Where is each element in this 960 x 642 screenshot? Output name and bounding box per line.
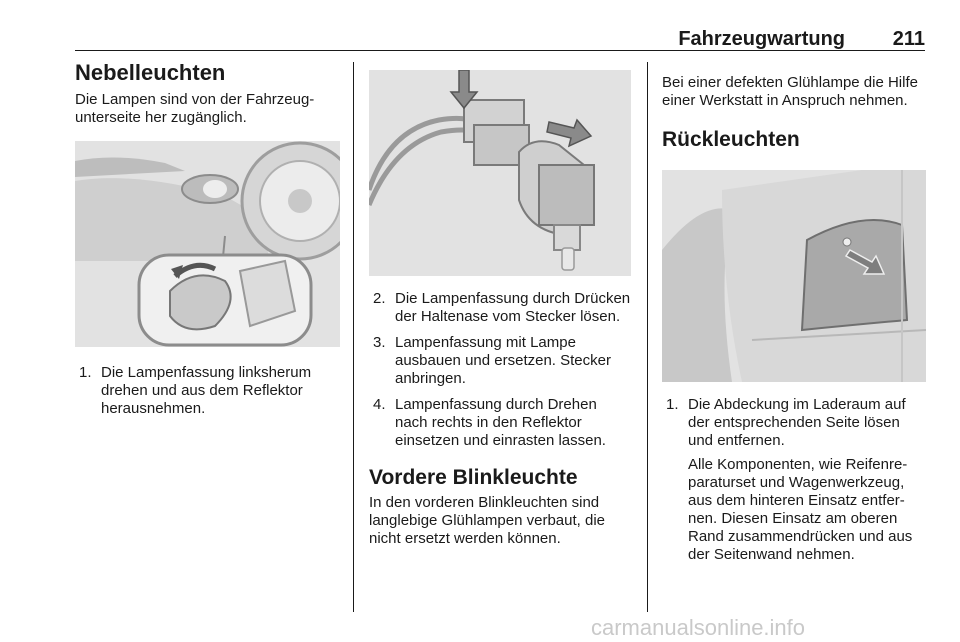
indicator-step-2: 2. Die Lampenfassung durch Drücken der Haltenase vom Stecker lösen. [373, 290, 631, 325]
column-front-indicator [369, 70, 631, 548]
page-number: 211 [892, 28, 925, 50]
figure-fog-light [75, 141, 340, 347]
rear-step-1-detail: Alle Komponenten, wie Reifenre-paraturset und Wagenwerkzeug, aus dem hinteren Einsatz entfer-nen. Diesen Einsatz am oberen Rand zusammendrücken und aus der Seitenwand nehmen. [688, 456, 913, 563]
fog-step-1: 1. Die Lampenfassung linksherum drehen und aus dem Reflektor herausnehmen. [79, 364, 312, 417]
page-header [75, 28, 925, 50]
heading-front-indicator: Vordere Blinkleuchte [369, 466, 578, 489]
figure-rear-cover [662, 170, 926, 382]
watermark: carmanualsonline.info [591, 615, 806, 640]
column-rear-lights [662, 74, 926, 572]
indicator-step-3: 3. Lampenfassung mit Lampe ausbauen und ersetzen. Stecker anbringen. [373, 334, 611, 387]
heading-fog-lights: Nebelleuchten [75, 60, 226, 85]
column-divider-1 [353, 62, 354, 612]
section-title: Fahrzeugwartung [678, 28, 845, 50]
heading-rear-lights: Rückleuchten [662, 128, 800, 151]
column-fog-lights [75, 58, 340, 426]
column-divider-2 [647, 62, 648, 612]
header-rule [75, 50, 925, 51]
indicator-step-4: 4. Lampenfassung durch Drehen nach rechts in den Reflektor einsetzen und einrasten lassen. [373, 396, 606, 449]
rear-intro: Bei einer defekten Glühlampe die Hilfe einer Werkstatt in Anspruch nehmen. [662, 74, 918, 109]
rear-step-1: 1. Die Abdeckung im Laderaum auf der entsprechenden Seite lösen und entfernen. Alle Komponenten, wie Reifenre-paraturset und Wagenwerkzeug, aus dem hinteren Einsatz entfer-nen. Diesen Einsatz am oberen Rand zusammendrücken und aus der Seitenwand nehmen. [662, 396, 926, 564]
figure-bulb-socket [369, 70, 631, 276]
front-indicator-body: In den vorderen Blinkleuchten sind langlebige Glühlampen verbaut, die nicht ersetzt werden können. [369, 494, 605, 547]
fog-intro: Die Lampen sind von der Fahrzeug-unterseite her zugänglich. [75, 91, 315, 126]
